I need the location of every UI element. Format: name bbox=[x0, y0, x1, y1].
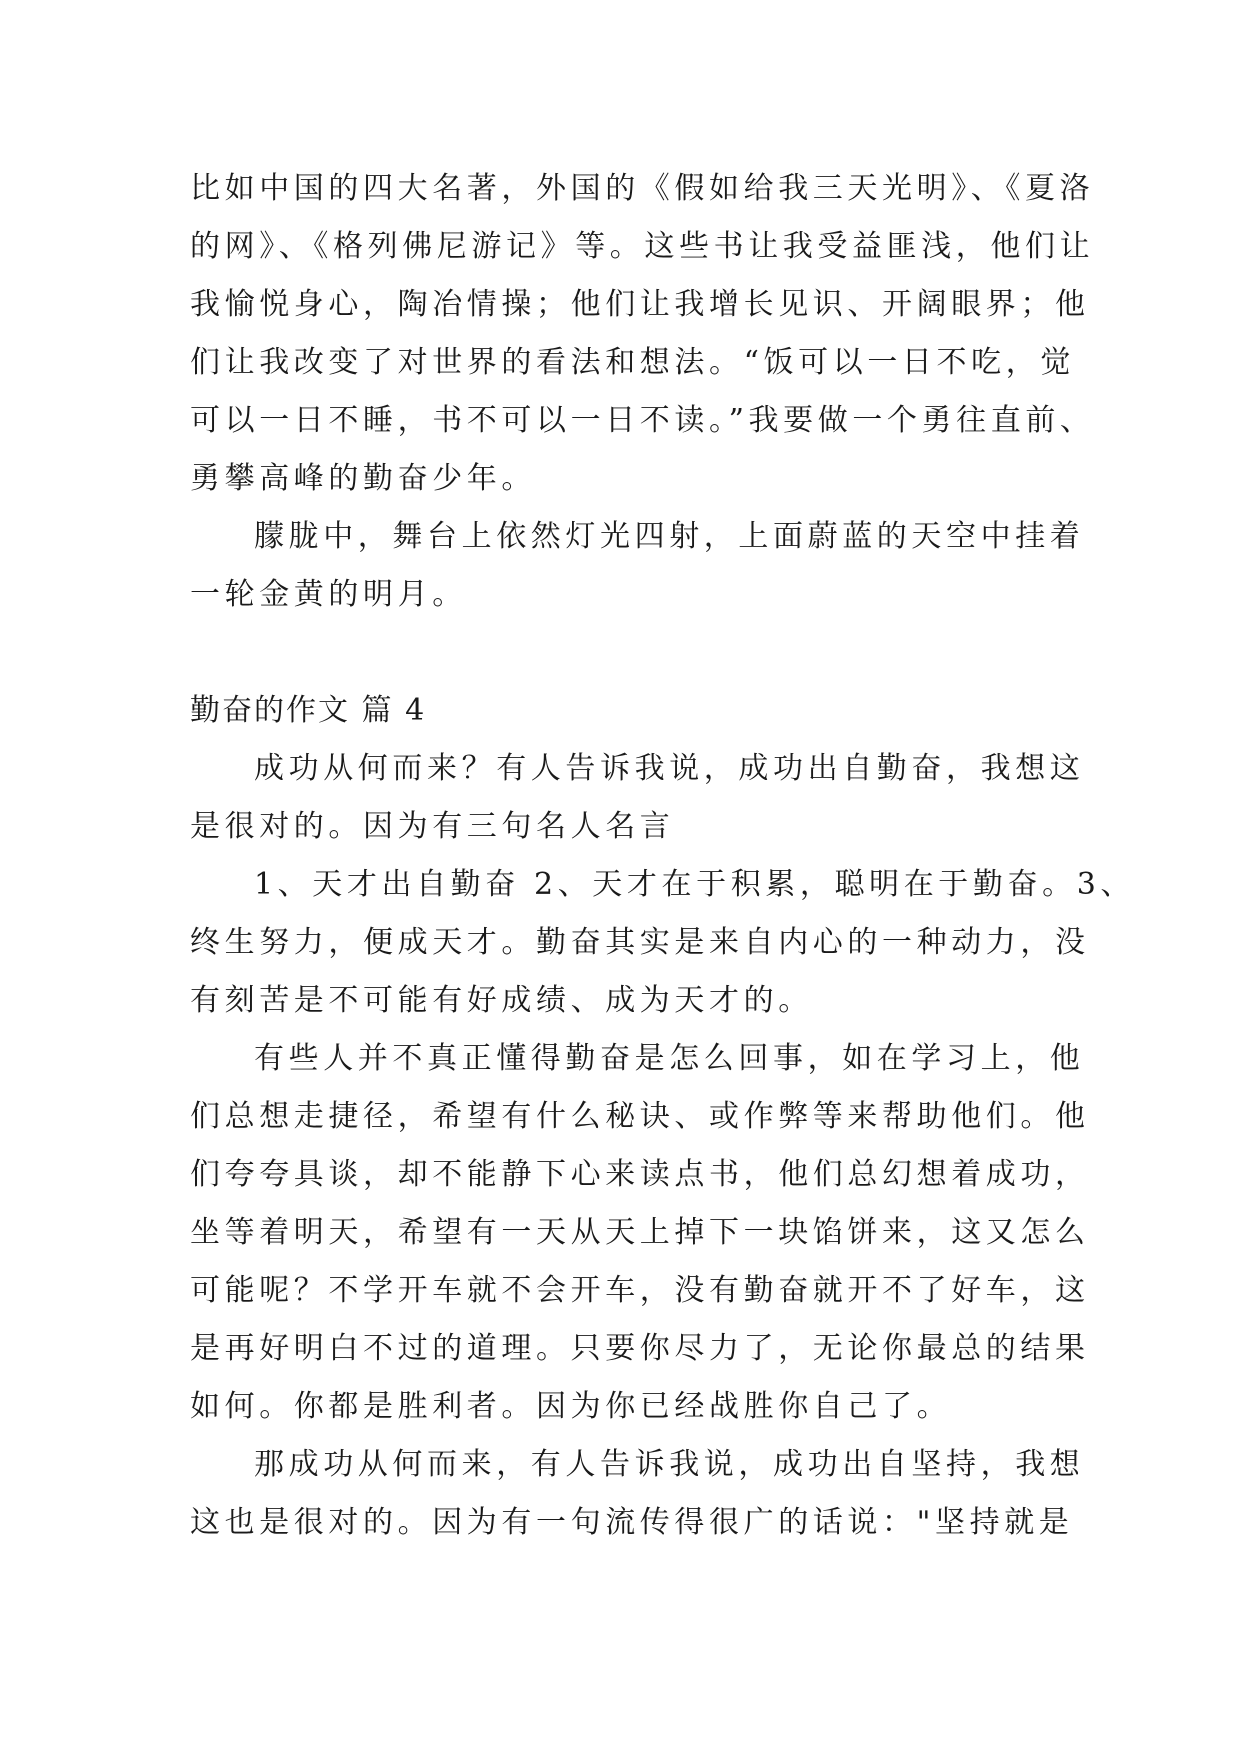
paragraph-line: 那成功从何而来，有人告诉我说，成功出自坚持，我想 bbox=[254, 1447, 1085, 1482]
paragraph-line: 们总想走捷径，希望有什么秘诀、或作弊等来帮助他们。他 bbox=[190, 1099, 1090, 1134]
closing-paragraph bbox=[190, 508, 1085, 624]
paragraph-line: 是很对的。因为有三句名人名言 bbox=[190, 809, 675, 844]
paragraph-line: 们让我改变了对世界的看法和想法。“饭可以一日不吃，觉 bbox=[190, 345, 1075, 380]
paragraph-line: 坐等着明天，希望有一天从天上掉下一块馅饼来，这又怎么 bbox=[190, 1215, 1090, 1250]
paragraph-line: 朦胧中，舞台上依然灯光四射，上面蔚蓝的天空中挂着 bbox=[254, 519, 1085, 554]
paragraph-line: 勇攀高峰的勤奋少年。 bbox=[190, 461, 536, 496]
paragraph-line: 可以一日不睡，书不可以一日不读。”我要做一个勇往直前、 bbox=[190, 403, 1095, 438]
paragraph-line: 有刻苦是不可能有好成绩、成为天才的。 bbox=[190, 983, 813, 1018]
intro-paragraph bbox=[190, 160, 1095, 508]
paragraph-line: 可能呢？不学开车就不会开车，没有勤奋就开不了好车，这 bbox=[190, 1273, 1090, 1308]
paragraph-line: 一轮金黄的明月。 bbox=[190, 577, 467, 612]
paragraph-2 bbox=[190, 856, 1135, 1030]
paragraph-3 bbox=[190, 1030, 1090, 1436]
paragraph-line: 比如中国的四大名著，外国的《假如给我三天光明》、《夏洛 bbox=[190, 171, 1095, 206]
paragraph-line: 成功从何而来？有人告诉我说，成功出自勤奋，我想这 bbox=[254, 751, 1085, 786]
paragraph-line: 如何。你都是胜利者。因为你已经战胜你自己了。 bbox=[190, 1389, 952, 1424]
paragraph-line: 1、天才出自勤奋 2、天才在于积累，聪明在于勤奋。3、 bbox=[254, 867, 1135, 902]
document-body bbox=[190, 160, 1135, 1552]
paragraph-line: 这也是很对的。因为有一句流传得很广的话说："坚持就是 bbox=[190, 1505, 1074, 1540]
paragraph-line: 有些人并不真正懂得勤奋是怎么回事，如在学习上，他 bbox=[254, 1041, 1085, 1076]
paragraph-line: 终生努力，便成天才。勤奋其实是来自内心的一种动力，没 bbox=[190, 925, 1090, 960]
section-heading: 勤奋的作文 篇 4 bbox=[190, 693, 427, 728]
paragraph-1 bbox=[190, 740, 1085, 856]
paragraph-line: 的网》、《格列佛尼游记》等。这些书让我受益匪浅，他们让 bbox=[190, 229, 1095, 264]
paragraph-4 bbox=[190, 1436, 1085, 1552]
paragraph-line: 是再好明白不过的道理。只要你尽力了，无论你最总的结果 bbox=[190, 1331, 1090, 1366]
paragraph-line: 们夸夸具谈，却不能静下心来读点书，他们总幻想着成功， bbox=[190, 1157, 1090, 1192]
paragraph-line: 我愉悦身心，陶冶情操；他们让我增长见识、开阔眼界；他 bbox=[190, 287, 1090, 322]
section-spacer bbox=[190, 624, 1060, 682]
